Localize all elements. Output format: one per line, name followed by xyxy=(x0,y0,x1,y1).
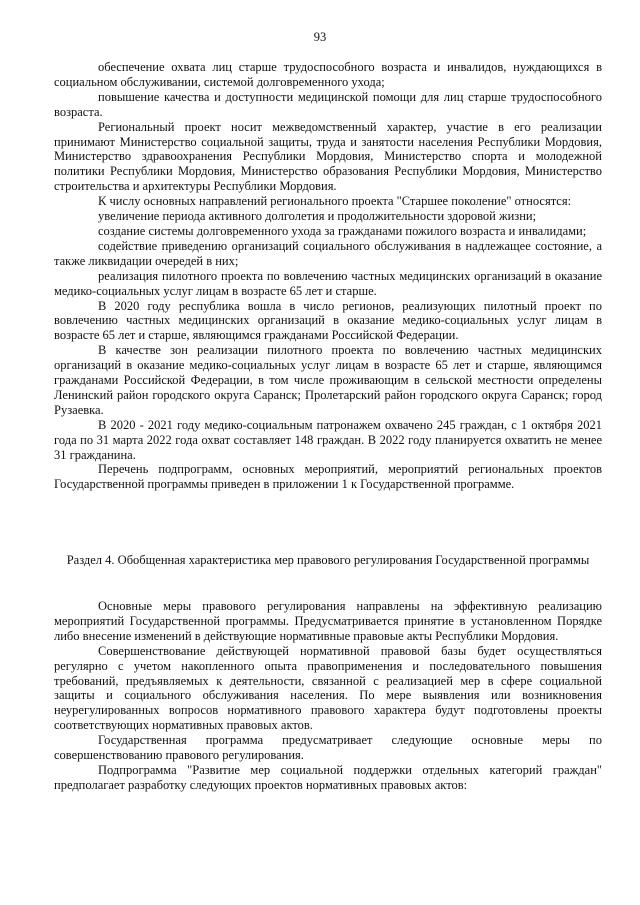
paragraph: Подпрограмма "Развитие мер социальной поддержки отдельных категорий граждан" предполагает разработку следующих проектов нормативных правовых актов: xyxy=(54,762,602,792)
paragraph: Совершенствование действующей нормативной правовой базы будет осуществляться регулярно с учетом накопленного опыта правоприменения и последовательного повышения требований, предъявляемых к деятельности, связанной с реализацией мер в сфере социальной защиты и социального обслуживания населения. По мере выявления или возникновения неурегулированных вопросов нормативного правового характера будут подготовлены проекты соответствующих нормативных правовых актов. xyxy=(54,643,602,733)
paragraph: В 2020 году республика вошла в число регионов, реализующих пилотный проект по вовлечению частных медицинских организаций в оказание медико-социальных услуг лицам в возрасте 65 лет и старше, являющимся гражданами Российской Федерации. xyxy=(54,298,602,343)
page-number: 93 xyxy=(313,30,327,44)
paragraph: Перечень подпрограмм, основных мероприятий, мероприятий региональных проектов Государственной программы приведен в приложении 1 к Государственной программе. xyxy=(54,462,602,492)
paragraph: реализация пилотного проекта по вовлечению частных медицинских организаций в оказание медико-социальных услуг лицам в возрасте 65 лет и старше. xyxy=(54,268,602,298)
paragraph: содействие приведению организаций социального обслуживания в надлежащее состояние, а также ликвидации очередей в них; xyxy=(54,238,602,268)
paragraph: В качестве зон реализации пилотного проекта по вовлечению частных медицинских организаций в оказание медико-социальных услуг лицам в возрасте 65 лет и старше, являющимся гражданами Российской Федерации, в том числе проживающим в сельской местности определены Ленинский район городского округа Саранск; Пролетарский район городского округа Саранск; город Рузаевка. xyxy=(54,343,602,417)
paragraph: Государственная программа предусматривает следующие основные меры по совершенствованию правового регулирования. xyxy=(54,733,602,763)
paragraph: обеспечение охвата лиц старше трудоспособного возраста и инвалидов, нуждающихся в социальном обслуживании, системой долговременного ухода; xyxy=(54,60,602,89)
paragraph: К числу основных направлений регионального проекта "Старшее поколение" относятся: xyxy=(98,194,572,209)
body-text-top xyxy=(54,60,602,492)
paragraph: Региональный проект носит межведомственный характер, участие в его реализации принимают Министерство социальной защиты, труда и занятости населения Республики Мордовия, Министерство здравоохранения Республики Мордовия, Министерство спорта и молодежной политики Республики Мордовия, Министерство образования Республики Мордовия, Министерство строительства и архитектуры Республики Мордовия. xyxy=(54,119,602,194)
body-text-bottom xyxy=(54,599,602,793)
paragraph: В 2020 - 2021 году медико-социальным патронажем охвачено 245 граждан, с 1 октября 2021 года по 31 марта 2022 года охват составляет 148 граждан. В 2022 году планируется охватить не менее 31 гражданина. xyxy=(54,417,602,462)
section-heading: Раздел 4. Обобщенная характеристика мер правового регулирования Государственной программы xyxy=(66,553,590,567)
paragraph: Основные меры правового регулирования направлены на эффективную реализацию мероприятий Государственной программы. Предусматривается принятие в установленном Порядке либо внесение изменений в действующие нормативные правовые акты Республики Мордовия. xyxy=(54,599,602,643)
paragraph: создание системы долговременного ухода за гражданами пожилого возраста и инвалидами; xyxy=(98,223,587,238)
paragraph: увеличение периода активного долголетия и продолжительности здоровой жизни; xyxy=(98,209,537,224)
paragraph: повышение качества и доступности медицинской помощи для лиц старше трудоспособного возраста. xyxy=(54,89,602,119)
